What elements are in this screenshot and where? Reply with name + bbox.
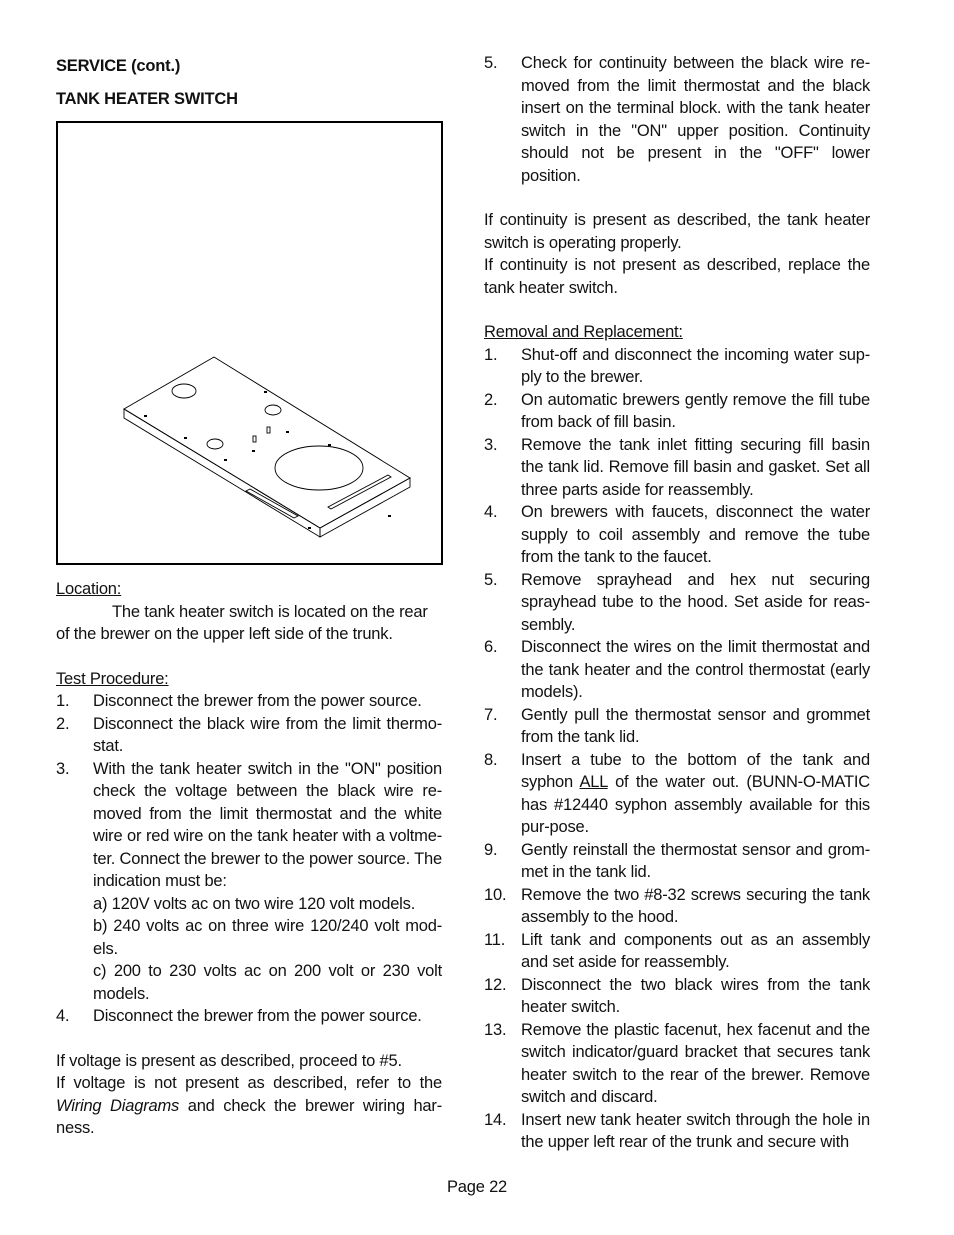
test-procedure-label: Test Procedure: xyxy=(56,669,169,688)
removal-step-8: 8. Insert a tube to the bottom of the tank and syphon ALL of the water out. (BUNN-O-MATIC has #12440 syphon assembly available for this pur-pose. xyxy=(484,750,870,836)
subsection-heading: TANK HEATER SWITCH xyxy=(56,90,238,108)
voltage-option-c: c) 200 to 230 volts ac on 200 volt or 230 volt models. xyxy=(93,962,442,1003)
hole-lower xyxy=(207,439,223,449)
voltage-absent-text: If voltage is not present as described, refer to the Wiring Diagrams and check the brewer wiring har-ness. xyxy=(56,1074,442,1137)
removal-step-10: 10. Remove the two #8-32 screws securing the tank assembly to the hood. xyxy=(484,885,870,926)
long-slot-left xyxy=(246,489,298,518)
test-step-2: 2. Disconnect the black wire from the limit thermo-stat. xyxy=(56,714,442,755)
right-column xyxy=(484,52,870,1154)
location-text-1: The tank heater switch is located on the rear xyxy=(112,602,428,621)
voltage-option-b: b) 240 volts ac on three wire 120/240 volt mod-els. xyxy=(93,917,442,958)
removal-step-2: 2. On automatic brewers gently remove the fill tube from back of fill basin. xyxy=(484,390,870,431)
left-body xyxy=(56,578,442,1140)
hole-upper xyxy=(265,405,281,415)
removal-step-5: 5. Remove sprayhead and hex nut securing sprayhead tube to the hood. Set aside for reas-sembly. xyxy=(484,570,870,634)
continuity-absent-text: If continuity is not present as described, replace the tank heater switch. xyxy=(484,256,870,297)
slot-1 xyxy=(267,427,270,433)
location-text-2: of the brewer on the upper left side of the trunk. xyxy=(56,625,393,643)
voltage-present-text: If voltage is present as described, proceed to #5. xyxy=(56,1051,402,1070)
location-label: Location: xyxy=(56,580,122,598)
removal-step-1: 1. Shut-off and disconnect the incoming water sup-ply to the brewer. xyxy=(484,345,870,386)
removal-step-6: 6. Disconnect the wires on the limit thermostat and the tank heater and the control thermostat (early models). xyxy=(484,638,870,701)
removal-step-7: 7. Gently pull the thermostat sensor and grommet from the tank lid. xyxy=(484,705,870,746)
test-step-1: 1. Disconnect the brewer from the power source. xyxy=(56,692,422,710)
trunk-illustration xyxy=(58,123,441,563)
removal-step-14: 14. Insert new tank heater switch through the hole in the upper left rear of the trunk and secure with xyxy=(484,1110,870,1151)
wiring-diagrams-ref: Wiring Diagrams xyxy=(56,1096,180,1115)
removal-step-13: 13. Remove the plastic facenut, hex facenut and the switch indicator/guard bracket that secures tank heater switch to the rear of the brewer. Remove switch and discard. xyxy=(484,1020,870,1106)
hole-large xyxy=(172,384,196,398)
continuity-present-text: If continuity is present as described, the tank heater switch is operating properly. xyxy=(484,211,870,252)
long-slot-right xyxy=(328,475,391,509)
removal-step-4: 4. On brewers with faucets, disconnect the water supply to coil assembly and remove the tube from the tank to the faucet. xyxy=(484,503,870,566)
removal-step-9: 9. Gently reinstall the thermostat sensor and grom-met in the tank lid. xyxy=(484,840,870,881)
trunk-side-face xyxy=(124,409,320,537)
removal-step-12: 12. Disconnect the two black wires from the tank heater switch. xyxy=(484,975,870,1016)
removal-step-3: 3. Remove the tank inlet fitting securing fill basin the tank lid. Remove fill basin and gasket. Set all three parts aside for reassembly. xyxy=(484,435,870,499)
test-step-3: 3. With the tank heater switch in the "ON" position check the voltage between the black wire re-moved from the limit thermostat and the white wire or red wire on the tank heater with a voltme-ter. Connect the brewer to the power source. The indication must be: xyxy=(56,759,442,890)
voltage-option-a: a) 120V volts ac on two wire 120 volt models. xyxy=(93,894,416,913)
test-step-4: 4. Disconnect the brewer from the power source. xyxy=(56,1007,422,1025)
test-step-5: 5. Check for continuity between the black wire re-moved from the limit thermostat and the black insert on the terminal block. with the tank heater switch in the "ON" upper position. Continuity should not be present in the "OFF" lower position. xyxy=(484,54,870,185)
left-column xyxy=(56,55,442,110)
trunk-figure xyxy=(56,121,443,565)
removal-step-11: 11. Lift tank and components out as an assembly and set aside for reassembly. xyxy=(484,930,870,971)
slot-2 xyxy=(253,436,256,442)
section-heading: SERVICE (cont.) xyxy=(56,57,181,75)
removal-label: Removal and Replacement: xyxy=(484,323,683,341)
tank-opening xyxy=(275,446,363,490)
all-emphasis: ALL xyxy=(579,773,608,791)
page-number: Page 22 xyxy=(446,1178,508,1196)
